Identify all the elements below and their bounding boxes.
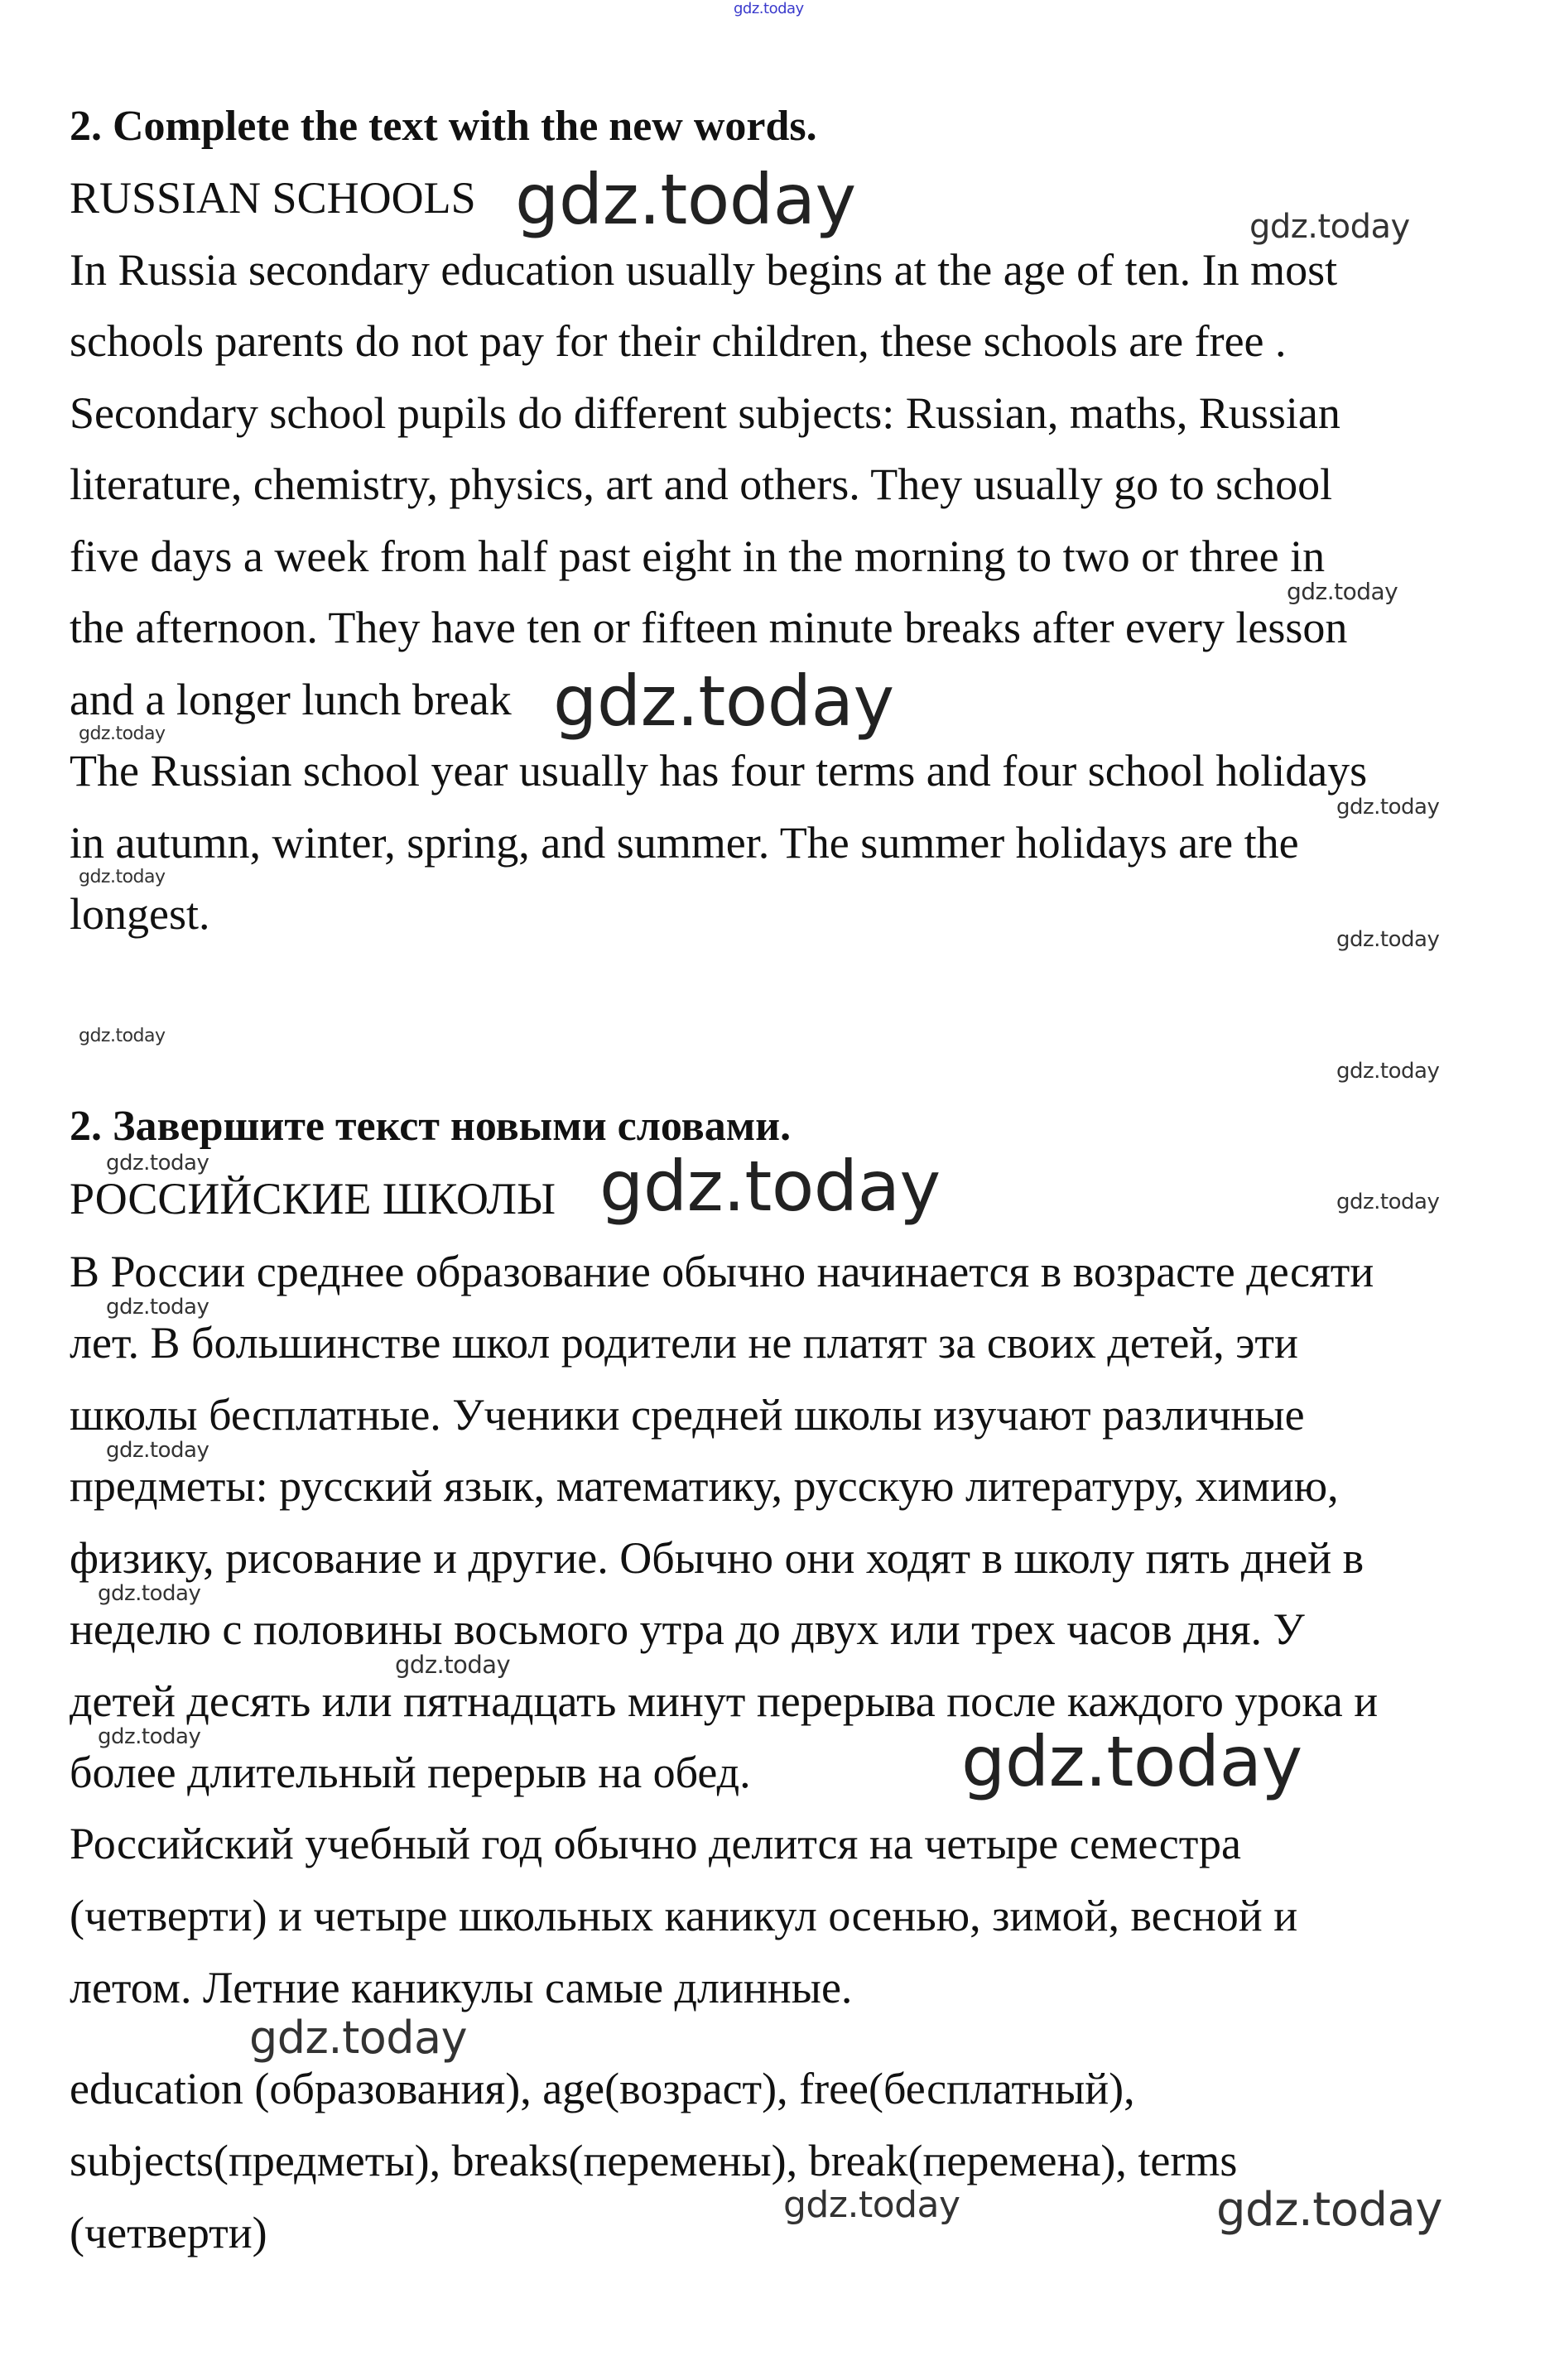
watermark: gdz.today — [515, 159, 856, 240]
watermark: gdz.today — [79, 724, 166, 744]
text-line: Secondary school pupils do different subjects: Russian, maths, Russian — [70, 388, 1340, 438]
watermark: gdz.today — [395, 1651, 511, 1679]
watermark: gdz.today — [79, 1026, 166, 1046]
text-line: более длительный перерыв на обед. — [70, 1748, 751, 1797]
answer-line: (четверти) — [70, 2208, 267, 2257]
text-line: the afternoon. They have ten or fifteen minute breaks after every lesson — [70, 603, 1348, 652]
text-line: неделю с половины восьмого утра до двух или трех часов дня. У — [70, 1604, 1305, 1654]
text-heading-russian: РОССИЙСКИЕ ШКОЛЫ — [70, 1174, 556, 1224]
watermark: gdz.today — [1216, 2183, 1443, 2237]
text-line: longest. — [70, 889, 210, 939]
exercise-title-russian: 2. Завершите текст новыми словами. — [70, 1103, 792, 1150]
text-line: детей десять или пятнадцать минут перерыва после каждого урока и — [70, 1676, 1379, 1726]
text-line: literature, chemistry, physics, art and others. They usually go to school — [70, 459, 1333, 509]
watermark: gdz.today — [1249, 208, 1410, 246]
text-line: The Russian school year usually has four terms and four school holidays — [70, 746, 1368, 796]
text-line: in autumn, winter, spring, and summer. The summer holidays are the — [70, 818, 1299, 868]
text-line: В России среднее образование обычно начинается в возрасте десяти — [70, 1247, 1374, 1296]
answer-line: education (образования), age(возраст), free(бесплатный), — [70, 2064, 1135, 2113]
exercise-title-english: 2. Complete the text with the new words. — [70, 103, 817, 150]
watermark: gdz.today — [1287, 578, 1398, 605]
text-heading-english: RUSSIAN SCHOOLS — [70, 173, 476, 223]
watermark: gdz.today — [599, 1146, 941, 1227]
watermark: gdz.today — [106, 1151, 209, 1176]
watermark: gdz.today — [106, 1295, 209, 1320]
text-line: and a longer lunch break — [70, 675, 512, 724]
text-line: Российский учебный год обычно делится на четыре семестра — [70, 1819, 1241, 1868]
text-line: five days a week from half past eight in the morning to two or three in — [70, 531, 1326, 581]
watermark: gdz.today — [783, 2184, 960, 2226]
watermark: gdz.today — [1336, 1190, 1440, 1214]
watermark: gdz.today — [553, 661, 894, 742]
watermark: gdz.today — [249, 2012, 468, 2064]
watermark: gdz.today — [98, 1581, 201, 1606]
text-line: (четверти) и четыре школьных каникул осенью, зимой, весной и — [70, 1891, 1298, 1940]
watermark: gdz.today — [961, 1721, 1302, 1802]
watermark: gdz.today — [1336, 795, 1440, 820]
watermark: gdz.today — [106, 1438, 209, 1463]
watermark: gdz.today — [79, 867, 166, 887]
text-line: физику, рисование и другие. Обычно они ходят в школу пять дней в — [70, 1533, 1365, 1583]
answer-line: subjects(предметы), breaks(перемены), break(перемена), terms — [70, 2136, 1238, 2185]
text-line: школы бесплатные. Ученики средней школы изучают различные — [70, 1390, 1305, 1440]
watermark: gdz.today — [1336, 1059, 1440, 1084]
text-line: schools parents do not pay for their children, these schools are free . — [70, 316, 1287, 366]
watermark: gdz.today — [98, 1724, 201, 1749]
text-line: летом. Летние каникулы самые длинные. — [70, 1963, 853, 2012]
text-line: лет. В большинстве школ родители не платят за своих детей, эти — [70, 1318, 1298, 1368]
text-line: предметы: русский язык, математику, русскую литературу, химию, — [70, 1461, 1339, 1511]
text-line: In Russia secondary education usually begins at the age of ten. In most — [70, 245, 1338, 295]
watermark: gdz.today — [734, 0, 804, 17]
watermark: gdz.today — [1336, 927, 1440, 952]
